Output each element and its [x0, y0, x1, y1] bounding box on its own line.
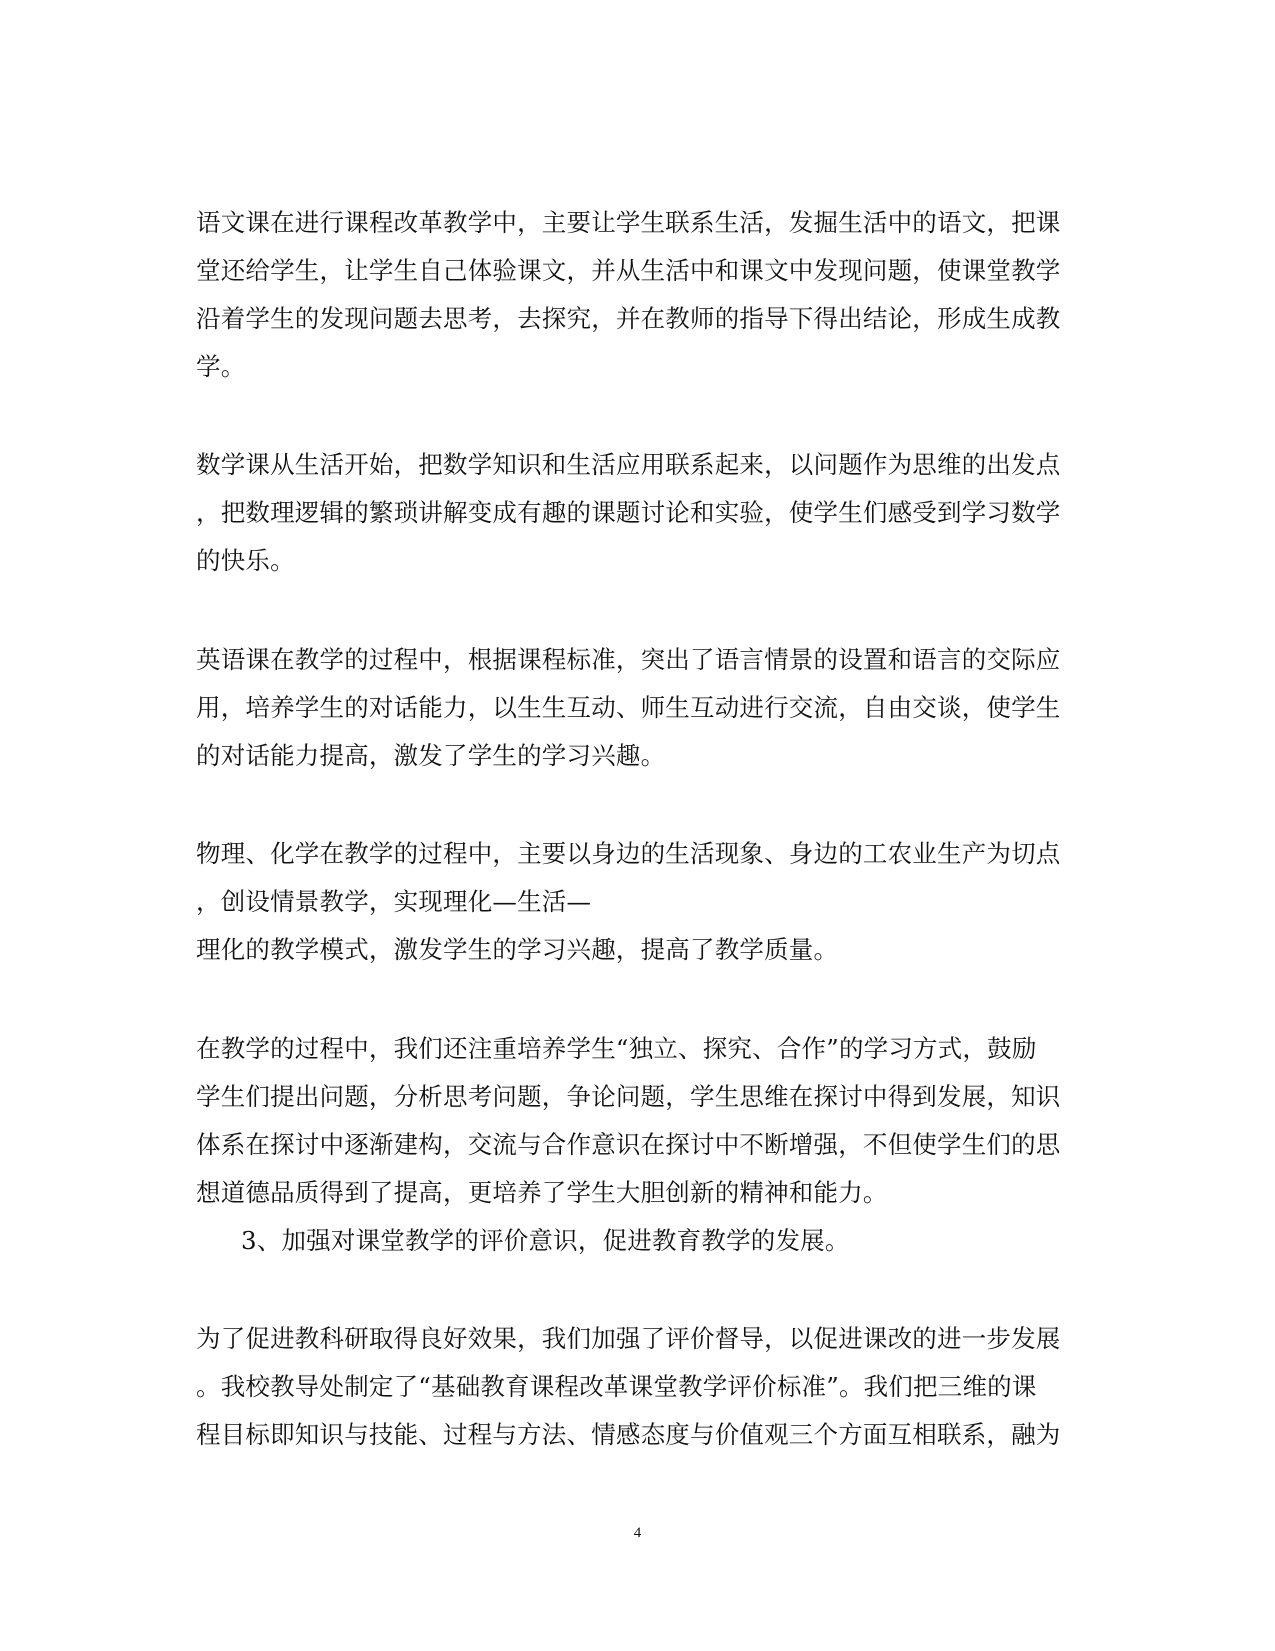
paragraph-3-line-1: 英语课在教学的过程中，根据课程标准，突出了语言情景的设置和语言的交际应 — [196, 645, 1061, 674]
paragraph-5-line-3: 体系在探讨中逐渐建构，交流与合作意识在探讨中不断增强，不但使学生们的思 — [196, 1130, 1061, 1159]
section-heading-3: 3、加强对课堂教学的评价意识，促进教育教学的发展。 — [241, 1226, 850, 1255]
page-number: 4 — [633, 1525, 642, 1541]
paragraph-2-line-3: 的快乐。 — [196, 546, 295, 575]
paragraph-2-line-2: ，把数理逻辑的繁琐讲解变成有趣的课题讨论和实验，使学生们感受到学习数学 — [196, 498, 1061, 527]
paragraph-2-line-1: 数学课从生活开始，把数学知识和生活应用联系起来，以问题作为思维的出发点 — [196, 450, 1061, 479]
paragraph-4-line-2: ，创设情景教学，实现理化—生活— — [196, 887, 592, 916]
paragraph-5-line-1: 在教学的过程中，我们还注重培养学生“独立、探究、合作”的学习方式，鼓励 — [196, 1034, 1037, 1063]
paragraph-3-line-3: 的对话能力提高，激发了学生的学习兴趣。 — [196, 741, 666, 770]
paragraph-5-line-4: 想道德品质得到了提高，更培养了学生大胆创新的精神和能力。 — [196, 1178, 888, 1207]
paragraph-1-line-4: 学。 — [196, 352, 246, 381]
paragraph-1-line-3: 沿着学生的发现问题去思考，去探究，并在教师的指导下得出结论，形成生成教 — [196, 304, 1061, 333]
paragraph-7-line-2: 。我校教导处制定了“基础教育课程改革课堂教学评价标准”。我们把三维的课 — [196, 1372, 1037, 1401]
paragraph-7-line-1: 为了促进教科研取得良好效果，我们加强了评价督导，以促进课改的进一步发展 — [196, 1324, 1061, 1353]
paragraph-1-line-1: 语文课在进行课程改革教学中，主要让学生联系生活，发掘生活中的语文，把课 — [196, 208, 1061, 237]
paragraph-5-line-2: 学生们提出问题，分析思考问题，争论问题，学生思维在探讨中得到发展，知识 — [196, 1082, 1061, 1111]
paragraph-4-line-3: 理化的教学模式，激发学生的学习兴趣，提高了教学质量。 — [196, 935, 839, 964]
paragraph-4-line-1: 物理、化学在教学的过程中，主要以身边的生活现象、身边的工农业生产为切点 — [196, 839, 1061, 868]
paragraph-3-line-2: 用，培养学生的对话能力，以生生互动、师生互动进行交流，自由交谈，使学生 — [196, 693, 1061, 722]
paragraph-1-line-2: 堂还给学生，让学生自己体验课文，并从生活中和课文中发现问题，使课堂教学 — [196, 256, 1061, 285]
paragraph-7-line-3: 程目标即知识与技能、过程与方法、情感态度与价值观三个方面互相联系，融为 — [196, 1420, 1061, 1449]
